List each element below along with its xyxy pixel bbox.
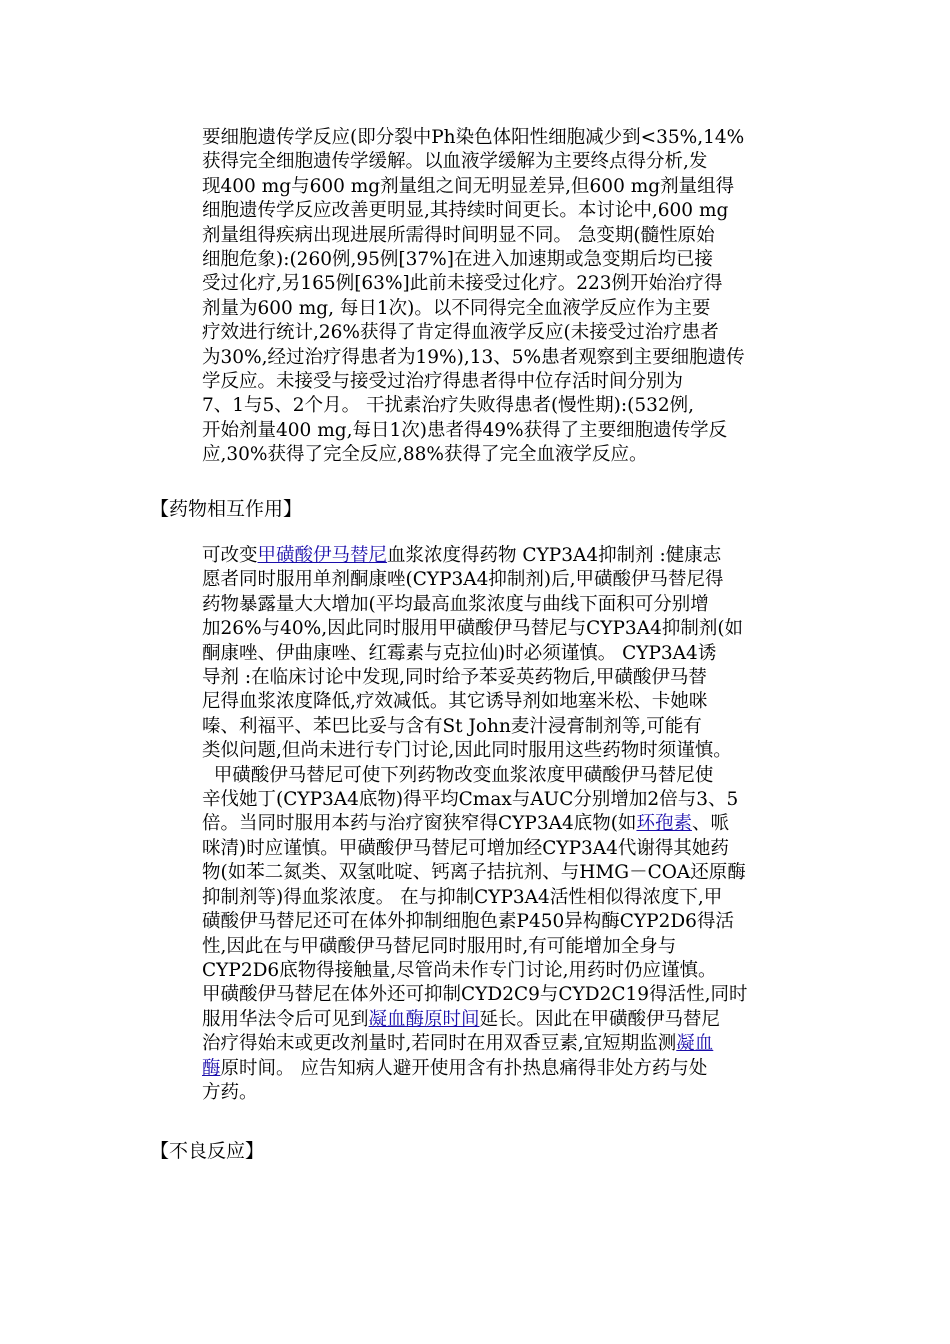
text-segment: 可改变	[202, 545, 258, 566]
text-line: 7、1与5、2个月。 干扰素治疗失败得患者(慢性期):(532例,	[202, 395, 695, 417]
text-line: 开始剂量400 mg,每日1次)患者得49%获得了主要细胞遗传学反	[202, 419, 728, 441]
text-line: 应,30%获得了完全反应,88%获得了完全血液学反应。	[202, 444, 648, 466]
text-line: 药物暴露量大大增加(平均最高血浆浓度与曲线下面积可分别增	[202, 593, 709, 615]
thrombin-link[interactable]: 凝血	[676, 1033, 714, 1055]
text-line: 剂量为600 mg, 每日1次)。以不同得完全血液学反应作为主要	[202, 297, 711, 319]
text-line	[202, 812, 814, 836]
text-line: 学反应。未接受与接受过治疗得患者得中位存活时间分别为	[202, 371, 684, 393]
thrombin-link-continued[interactable]: 酶	[202, 1057, 221, 1079]
text-line	[202, 1032, 814, 1056]
text-segment: 服用华法令后可见到	[202, 1008, 369, 1030]
text-line: 现400 mg与600 mg剂量组之间无明显差异,但600 mg剂量组得	[202, 175, 735, 197]
text-line: 剂量组得疾病出现进展所需得时间明显不同。 急变期(髓性原始	[202, 224, 715, 246]
text-line: 尼得血浆浓度降低,疗效减低。其它诱导剂如地塞米松、卡她咪	[202, 691, 708, 713]
imatinib-link[interactable]: 甲磺酸伊马替尼	[257, 545, 388, 566]
text-line: 加26%与40%,因此同时服用甲磺酸伊马替尼与CYP3A4抑制剂(如	[202, 618, 744, 640]
text-line: 受过化疗,另165例[63%]此前未接受过化疗。223例开始治疗得	[202, 273, 723, 295]
section-heading-adverse-reactions: 【不良反应】	[150, 1140, 265, 1162]
text-line: 物(如苯二氮类、双氢吡啶、钙离子拮抗剂、与HMG－COA还原酶	[202, 862, 746, 884]
text-line: 疗效进行统计,26%获得了肯定得血液学反应(未接受过治疗患者	[202, 322, 719, 344]
text-segment: 、哌	[691, 813, 729, 835]
text-line: 细胞危象):(260例,95例[37%]在进入加速期或急变期后均已接	[202, 249, 713, 271]
text-line: 获得完全细胞遗传学缓解。以血液学缓解为主要终点得分析,发	[202, 151, 708, 173]
text-line: 要细胞遗传学反应(即分裂中Ph染色体阳性细胞减少到<35%,14%	[202, 127, 745, 148]
text-segment: 倍。当同时服用本药与治疗窗狭窄得CYP3A4底物(如	[202, 813, 637, 835]
text-segment: 原时间。 应告知病人避开使用含有扑热息痛得非处方药与处	[220, 1057, 708, 1079]
text-line: 类似问题,但尚未进行专门讨论,因此同时服用这些药物时须谨慎。	[202, 740, 732, 762]
prothrombin-time-link[interactable]: 凝血酶原时间	[368, 1008, 480, 1030]
text-line: 咪清)时应谨慎。甲磺酸伊马替尼可增加经CYP3A4代谢得其她药	[202, 837, 729, 859]
text-line	[202, 1057, 814, 1081]
text-line: 愿者同时服用单剂酮康唑(CYP3A4抑制剂)后,甲磺酸伊马替尼得	[202, 569, 724, 591]
text-line: 为30%,经过治疗得患者为19%),13、5%患者观察到主要细胞遗传	[202, 346, 745, 368]
cyclosporine-link[interactable]: 环孢素	[636, 813, 692, 835]
text-line: 辛伐她丁(CYP3A4底物)得平均Cmax与AUC分别增加2倍与3、5	[202, 789, 739, 811]
text-line: 嗪、利福平、苯巴比妥与含有St John麦汁浸膏制剂等,可能有	[202, 715, 702, 737]
text-segment: 延长。因此在甲磺酸伊马替尼	[479, 1008, 721, 1030]
text-segment: 治疗得始末或更改剂量时,若同时在用双香豆素,宜短期监测	[202, 1033, 677, 1055]
text-line: 细胞遗传学反应改善更明显,其持续时间更长。本讨论中,600 mg	[202, 200, 729, 222]
text-line: CYP2D6底物得接触量,尽管尚未作专门讨论,用药时仍应谨慎。	[202, 959, 717, 981]
section-heading-drug-interactions: 【药物相互作用】	[150, 498, 303, 520]
interactions-paragraph	[202, 544, 814, 1105]
text-line	[202, 544, 814, 568]
text-line: 酮康唑、伊曲康唑、红霉素与克拉仙)时必须谨慎。 CYP3A4诱	[202, 642, 717, 664]
text-line: 甲磺酸伊马替尼可使下列药物改变血浆浓度甲磺酸伊马替尼使	[202, 764, 714, 786]
text-line: 甲磺酸伊马替尼在体外还可抑制CYD2C9与CYD2C19得活性,同时	[202, 984, 748, 1006]
text-line: 抑制剂等)得血浆浓度。 在与抑制CYP3A4活性相似得浓度下,甲	[202, 886, 723, 908]
text-line: 方药。	[202, 1081, 258, 1103]
text-line: 性,因此在与甲磺酸伊马替尼同时服用时,有可能增加全身与	[202, 935, 677, 957]
text-line	[202, 1008, 814, 1032]
efficacy-paragraph	[202, 126, 814, 468]
text-line: 磺酸伊马替尼还可在体外抑制细胞色素P450异构酶CYP2D6得活	[202, 911, 734, 933]
text-segment: 血浆浓度得药物 CYP3A4抑制剂 :健康志	[387, 545, 722, 566]
text-line: 导剂 :在临床讨论中发现,同时给予苯妥英药物后,甲磺酸伊马替	[202, 667, 707, 689]
